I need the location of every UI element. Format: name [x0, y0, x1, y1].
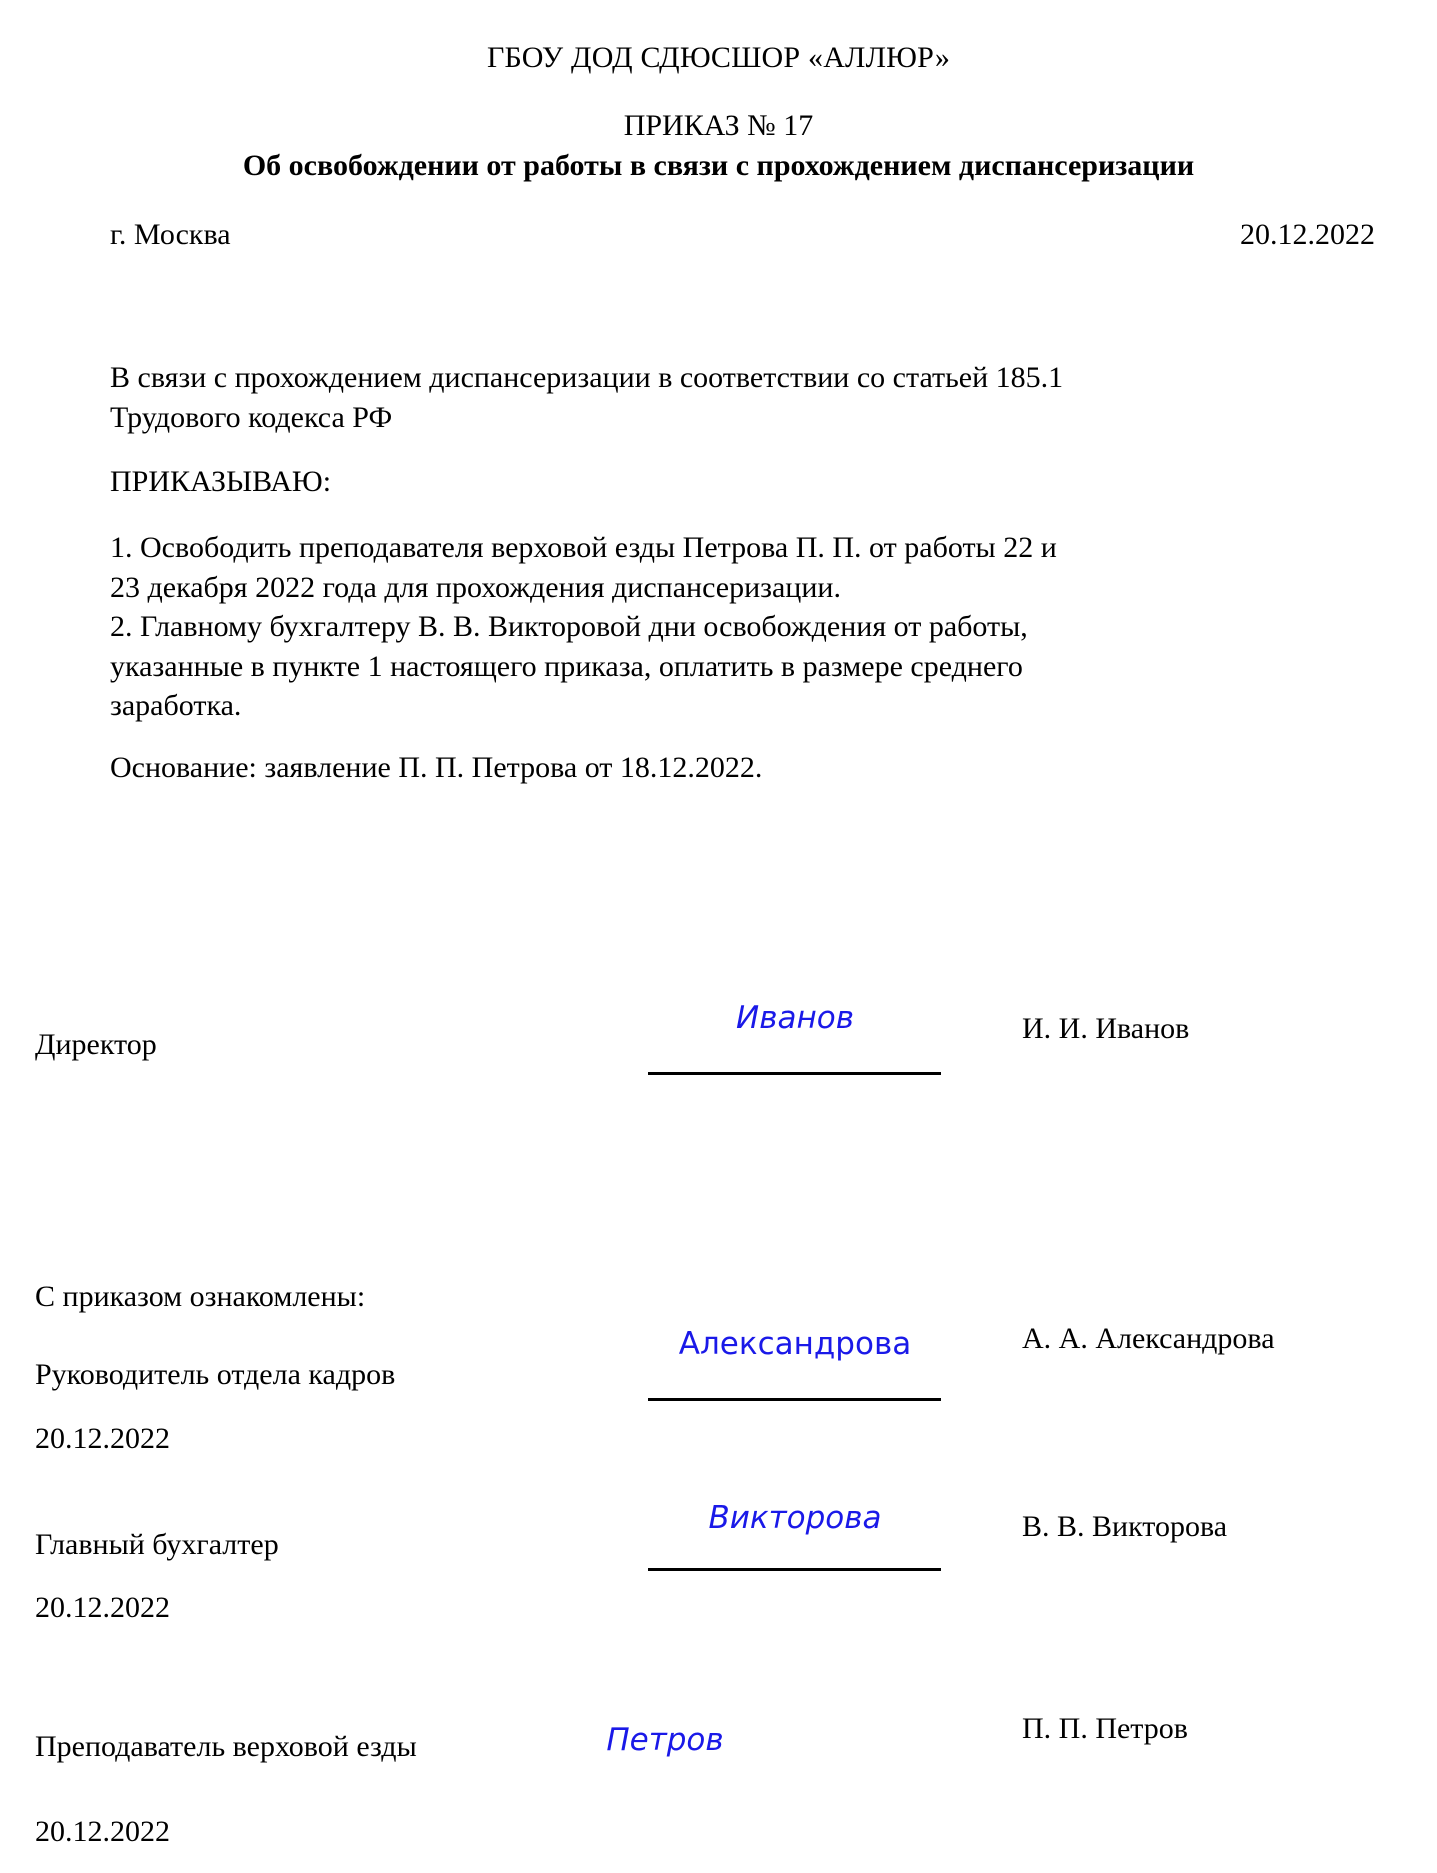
- hr-head-ack-date: 20.12.2022: [35, 1422, 170, 1455]
- chief-accountant-role-label: Главный бухгалтер: [35, 1528, 279, 1561]
- signature-block-director: [0, 1000, 1437, 1070]
- preamble-paragraph: [110, 358, 1320, 437]
- riding-instructor-signature-mark: Петров: [606, 1722, 724, 1758]
- hr-head-name-label: А. А. Александрова: [1022, 1322, 1275, 1355]
- order-keyword-text: ПРИКАЗЫВАЮ:: [110, 465, 332, 498]
- basis-paragraph: [110, 748, 1310, 788]
- riding-instructor-name-label: П. П. Петров: [1022, 1712, 1188, 1745]
- order-items: [110, 528, 1315, 726]
- item-2-line-2: указанные в пункте 1 настоящего приказа, оплатить в размере среднего: [110, 649, 1023, 683]
- hr-head-role-label: Руководитель отдела кадров: [35, 1358, 396, 1391]
- director-signature-mark: Иванов: [736, 1000, 854, 1036]
- organization-title: ГБОУ ДОД СДЮСШОР «АЛЛЮР»: [486, 41, 951, 74]
- order-keyword: [110, 462, 1310, 502]
- chief-accountant-name-label: В. В. Викторова: [1022, 1510, 1228, 1543]
- director-name-label: И. И. Иванов: [1022, 1012, 1190, 1045]
- signature-block-hr-head: [0, 1322, 1437, 1455]
- chief-accountant-signature-line: [648, 1568, 941, 1571]
- basis-text: Основание: заявление П. П. Петрова от 18.12.2022.: [110, 751, 763, 784]
- city-date-row: [0, 218, 1437, 260]
- riding-instructor-ack-date: 20.12.2022: [35, 1815, 170, 1848]
- item-1-line-2: 23 декабря 2022 года для прохождения диспансеризации.: [110, 570, 841, 604]
- preamble-line-1: В связи с прохождением диспансеризации в соответствии со статьей 185.1: [110, 361, 1064, 394]
- item-2-line-3: заработка.: [110, 689, 242, 723]
- order-number: ПРИКАЗ № 17: [623, 109, 814, 142]
- preamble-line-2: Трудового кодекса РФ: [110, 400, 393, 434]
- hr-head-signature-line: [648, 1398, 941, 1401]
- chief-accountant-ack-date: 20.12.2022: [35, 1591, 170, 1624]
- hr-head-signature-mark: Александрова: [678, 1326, 912, 1362]
- signature-block-chief-accountant: [0, 1495, 1437, 1624]
- signature-block-riding-instructor: [0, 1700, 1437, 1848]
- item-1-line-1: 1. Освободить преподавателя верховой езды Петрова П. П. от работы 22 и: [110, 531, 1057, 564]
- item-2-line-1: 2. Главному бухгалтеру В. В. Викторовой дни освобождения от работы,: [110, 610, 1028, 644]
- riding-instructor-role-label: Преподаватель верховой езды: [35, 1730, 417, 1763]
- director-role-label: Директор: [35, 1028, 157, 1061]
- order-subject: Об освобождении от работы в связи с прохождением диспансеризации: [242, 149, 1195, 182]
- director-signature-line: [648, 1072, 941, 1075]
- acknowledgement-title: С приказом ознакомлены:: [35, 1280, 366, 1313]
- document-date: 20.12.2022: [1240, 218, 1375, 251]
- chief-accountant-signature-mark: Викторова: [708, 1500, 882, 1536]
- city-label: г. Москва: [110, 218, 231, 251]
